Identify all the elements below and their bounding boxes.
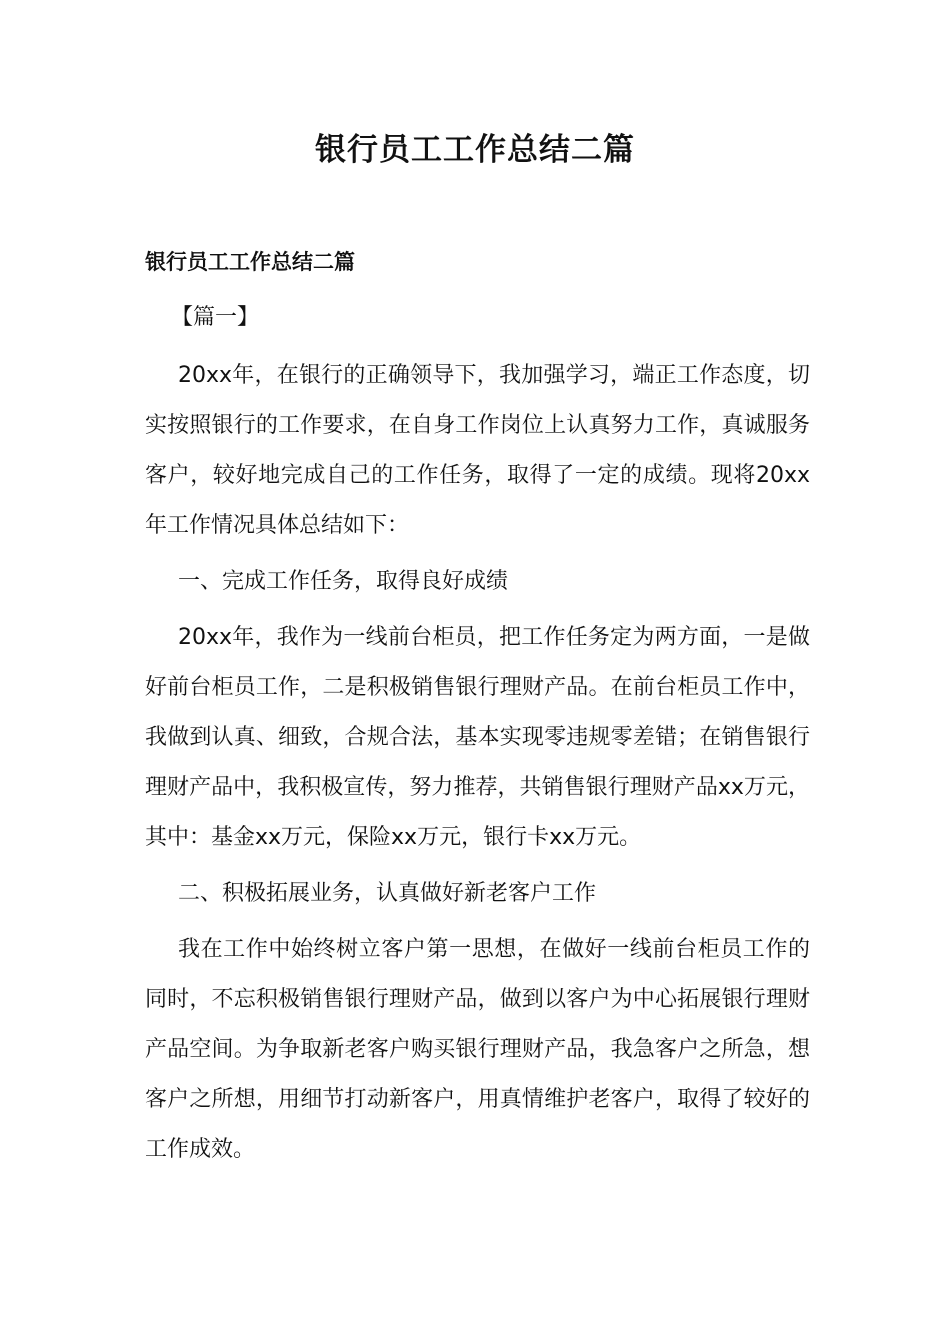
document-body bbox=[145, 239, 810, 1181]
document-subtitle: 银行员工工作总结二篇 bbox=[145, 250, 355, 274]
section-heading-1: 一、完成工作任务，取得良好成绩 bbox=[178, 569, 509, 594]
section-marker: 【篇一】 bbox=[171, 305, 260, 330]
body-paragraph-1: 20xx年，我作为一线前台柜员，把工作任务定为两方面，一是做好前台柜员工作，二是积极销售银行理财产品。在前台柜员工作中，我做到认真、细致，合规合法，基本实现零违规零差错；在销售银行理财产品中，我积极宣传，努力推荐，共销售银行理财产品xx万元，其中：基金xx万元，保险xx万元，银行卡xx万元。 bbox=[145, 625, 810, 850]
section-heading-2: 二、积极拓展业务，认真做好新老客户工作 bbox=[178, 881, 597, 906]
document-title: 银行员工工作总结二篇 bbox=[315, 132, 635, 168]
intro-paragraph: 20xx年，在银行的正确领导下，我加强学习，端正工作态度，切实按照银行的工作要求，在自身工作岗位上认真努力工作，真诚服务客户，较好地完成自己的工作任务，取得了一定的成绩。现将20xx年工作情况具体总结如下： bbox=[145, 363, 810, 538]
body-paragraph-2: 我在工作中始终树立客户第一思想，在做好一线前台柜员工作的同时，不忘积极销售银行理财产品，做到以客户为中心拓展银行理财产品空间。为争取新老客户购买银行理财产品，我急客户之所急，想客户之所想，用细节打动新客户，用真情维护老客户，取得了较好的工作成效。 bbox=[145, 937, 810, 1162]
